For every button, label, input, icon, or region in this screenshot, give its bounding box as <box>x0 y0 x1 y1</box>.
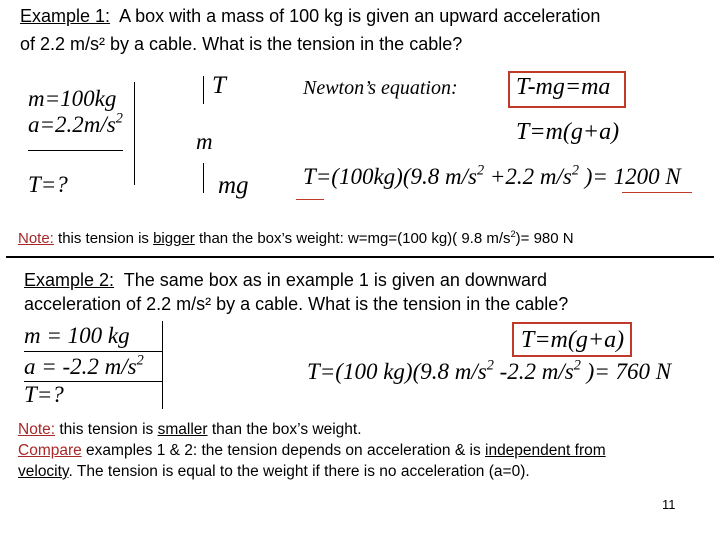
ex2-independent-keyword: independent from <box>485 442 606 459</box>
ex1-given-mass: m=100kg <box>28 86 117 111</box>
ex1-given-divider <box>28 150 123 151</box>
ex1-question-text1: A box with a mass of 100 kg is given an upward acceleration <box>119 6 601 26</box>
ex2-note-label: Note: <box>18 421 56 438</box>
ex2-note-line2: Compare examples 1 & 2: the tension depends on acceleration & is independent from <box>18 442 606 459</box>
ex1-fbd-weight-arrow-line <box>203 163 204 193</box>
ex1-note-label: Note: <box>18 230 54 247</box>
ex2-question-line1: Example 2: The same box as in example 1 is given an downward <box>24 270 547 290</box>
ex2-given-vertical-rule <box>162 321 163 409</box>
ex2-equation: T=m(g+a) <box>521 327 625 353</box>
section-divider <box>6 256 714 258</box>
ex2-note-line1: Note: this tension is smaller than the box’s weight. <box>18 421 362 438</box>
ex2-compare-label: Compare <box>18 442 82 459</box>
ex2-velocity-keyword: velocity <box>18 463 69 480</box>
page-number: 11 <box>662 497 676 512</box>
ex1-result-underline <box>622 192 692 193</box>
ex1-given-vertical-rule <box>134 82 135 185</box>
ex2-label: Example 2: <box>24 270 115 290</box>
ex1-fbd-weight-label: mg <box>218 172 249 199</box>
ex1-calculation: T=(100kg)(9.8 $m/s^2 +2.2$ $m/s^2$ )= 1200 N <box>303 162 681 189</box>
ex2-given-acceleration: a = -2.2 $m/s^2$ <box>24 352 144 379</box>
ex2-given-mass: m = 100 kg <box>24 323 130 348</box>
ex2-note-keyword: smaller <box>157 421 208 438</box>
ex1-result: 1200 N <box>613 164 681 189</box>
ex1-equation: T-mg=ma <box>516 74 611 100</box>
ex1-fbd-tension-arrow-line <box>203 76 204 104</box>
ex2-calculation: T=(100 kg)(9.8 $m/s^2$ -2.2 $m/s^2$ )= 760 N <box>307 357 672 384</box>
ex1-solved-equation: T=m(g+a) <box>516 119 620 145</box>
ex1-given-acceleration: $a=2.2m/s^2$ <box>28 110 123 137</box>
ex1-fbd-mass-label: m <box>196 129 213 154</box>
ex1-note: Note: this tension is bigger than the box’s weight: w=mg=(100 kg)( 9.8 $m/s^2)= 980$ N <box>18 228 574 247</box>
ex2-given-unknown: T=? <box>24 382 64 407</box>
ex2-question-line2: acceleration of 2.2 m/s² by a cable. What is the tension in the cable? <box>24 294 569 314</box>
ex1-label: Example 1: <box>20 6 111 26</box>
ex1-fbd-tension-label: T <box>212 72 226 99</box>
ex1-question-line1 <box>20 6 600 27</box>
ex1-note-keyword: bigger <box>153 230 195 247</box>
ex1-newton-label: Newton’s equation: <box>303 77 458 99</box>
ex2-note-line3: velocity. The tension is equal to the weight if there is no acceleration (a=0). <box>18 463 530 480</box>
ex1-question-line2: of 2.2 m/s² by a cable. What is the tension in the cable? <box>20 34 463 54</box>
ex1-given-unknown: T=? <box>28 172 68 197</box>
ex1-mark-underline-left <box>296 199 324 200</box>
